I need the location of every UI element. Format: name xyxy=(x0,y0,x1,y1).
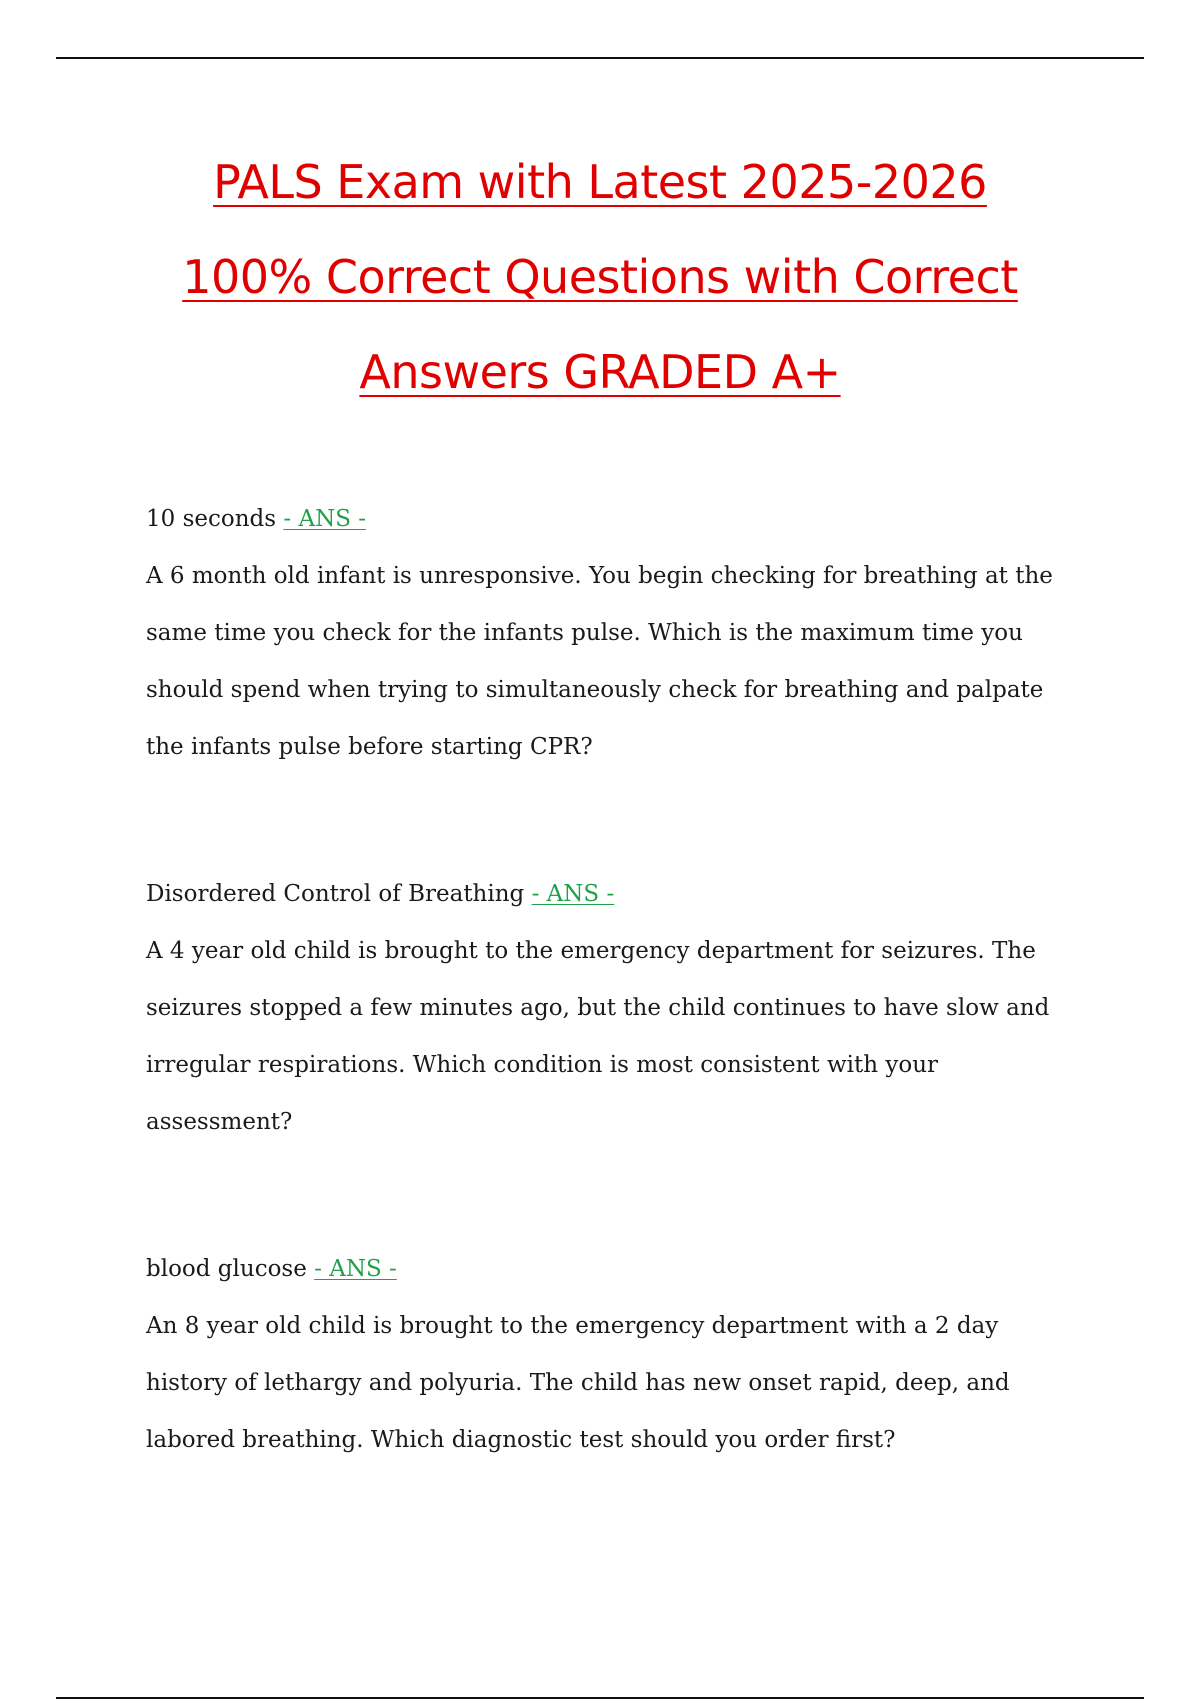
answer-line xyxy=(146,866,1076,923)
title-line-3: Answers GRADED A+ xyxy=(359,345,841,399)
bottom-rule xyxy=(56,1697,1144,1699)
qa-item xyxy=(146,866,1076,1151)
ans-marker: - ANS - xyxy=(314,1256,397,1282)
answer-line xyxy=(146,1241,1076,1298)
question-text: A 4 year old child is brought to the emergency department for seizures. The seizures stopped a few minutes ago, but the child continues to have slow and irregular respirations. Which condition is most consistent with your assessment? xyxy=(146,938,1050,1135)
answer-text: Disordered Control of Breathing xyxy=(146,881,525,907)
question-text: A 6 month old infant is unresponsive. You begin checking for breathing at the same time you check for the infants pulse. Which is the maximum time you should spend when trying to simultaneously check for breathing and palpate the infants pulse before starting CPR? xyxy=(146,563,1053,760)
answer-text: 10 seconds xyxy=(146,506,277,532)
answer-line xyxy=(146,491,1076,548)
qa-item xyxy=(146,491,1076,776)
answer-text: blood glucose xyxy=(146,1256,307,1282)
top-rule xyxy=(56,57,1144,59)
ans-marker: - ANS - xyxy=(531,881,615,907)
title-line-1: PALS Exam with Latest 2025-2026 xyxy=(213,155,987,209)
question-text: An 8 year old child is brought to the emergency department with a 2 day history of lethargy and polyuria. The child has new onset rapid, deep, and labored breathing. Which diagnostic test should you order first? xyxy=(146,1313,1010,1453)
qa-list xyxy=(146,491,1076,1559)
title-line-2: 100% Correct Questions with Correct xyxy=(182,250,1018,304)
ans-marker: - ANS - xyxy=(283,506,367,532)
document-title xyxy=(80,135,1120,420)
qa-item xyxy=(146,1241,1076,1469)
